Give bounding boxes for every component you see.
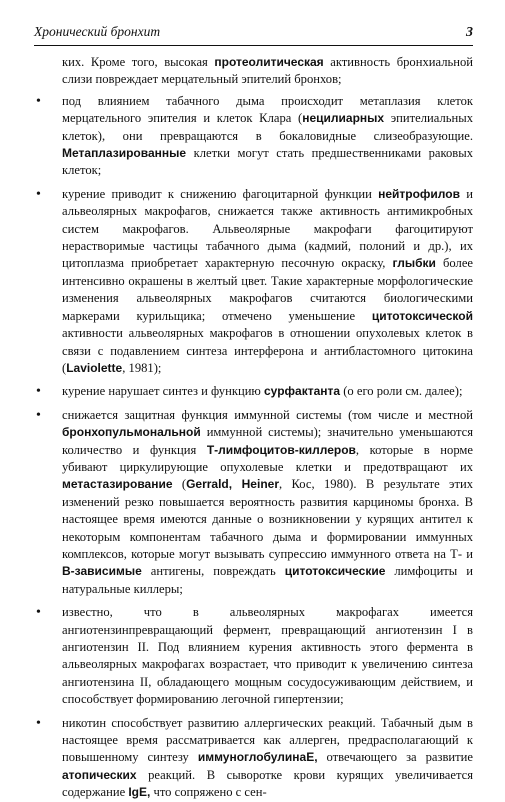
text-run: иммунной системы); значительно уменьшаются количество и функция (62, 425, 473, 457)
text-run: реакций. В сыворотке крови курящих увеличивается содержание (62, 767, 473, 800)
bullet-item (34, 93, 473, 180)
text-run: клетки могут стать предшественниками раковых клеток; (62, 146, 473, 178)
bold-term: Метаплазированные (62, 146, 187, 161)
bold-term: Т-лимфоцитов-киллеров (206, 442, 356, 457)
bullet-list (34, 93, 473, 802)
bold-term: Gerrald, Heiner (186, 477, 279, 492)
bold-term: метастазирование (62, 477, 173, 492)
text-run: , Кос, 1980). В результате этих изменений резко повышается вероятность развития карциномы бронха. В настоящее время имеются данные о возникновении у курящих антител к некоторым компонентам табачного дыма и формировании иммунных комплексов, которые могут вызывать супрессию иммунного ответа на Т- и (62, 477, 474, 561)
text-run: , которые в норме убивают циркулирующие опухолевые клетки и предотвращают их (62, 442, 473, 474)
bold-term: IgE, (128, 785, 151, 800)
text-run: что сопряжено с сен- (150, 785, 267, 800)
text-run: активность бронхиальной слизи повреждает мерцательный эпителий бронхов; (62, 55, 474, 87)
bullet-item (34, 604, 473, 708)
text-run: активности альвеолярных макрофагов в отношении опухолевых клеток в связи с подавлением синтеза интерферона и антибластомного цитокина ( (62, 326, 473, 375)
bold-term: бронхопульмональной (62, 425, 201, 440)
text-run: известно, что в альвеолярных макрофагах имеется ангиотензинпревращающий фермент, превращающий ангиотензин I в ангиотензин II. Под влиянием курения активность этого фермента в альвеолярных макрофагах возрастает, что приводит к увеличению синтеза ангиотензина II, обладающего мощным сосудосуживающим действием, и способствует формированию легочной гипертензии; (62, 605, 473, 707)
bold-term: атопических (62, 767, 137, 782)
bullet-item (34, 715, 473, 802)
text-run: под влиянием табачного дыма происходит метаплазия клеток мерцательного эпителия и клеток Клара ( (62, 93, 473, 126)
text-run: ( (172, 477, 187, 492)
bold-term: нейтрофилов (378, 186, 460, 201)
bold-term: иммуноглобулинаЕ, (197, 750, 318, 765)
running-header (34, 24, 473, 46)
text-run: эпителиальных клеток), они превращаются в бокаловидные слизеобразующие. (62, 111, 473, 143)
text-run: (о его роли см. далее); (340, 384, 463, 399)
bold-term: глыбки (392, 256, 436, 271)
text-run: антигены, повреждать (141, 564, 285, 579)
text-run: , 1981); (122, 360, 162, 375)
text-run: ких. Кроме того, высокая (62, 55, 215, 69)
body-text (34, 54, 473, 802)
text-run: снижается защитная функция иммунной системы (том числе и местной (62, 407, 473, 422)
bold-term: цитотоксические (284, 564, 386, 579)
text-run: курение приводит к снижению фагоцитарной функции (62, 186, 379, 201)
bullet-item (34, 407, 473, 598)
text-run: никотин способствует развитию аллергических реакций. Табачный дым в настоящее время рассматривается как аллерген, предрасполагающий к повышенному синтезу (62, 715, 473, 765)
bullet-item (34, 186, 473, 377)
page-number: 3 (466, 25, 473, 40)
text-run: курение нарушает синтез и функцию (62, 384, 264, 399)
text-run: лимфоциты и натуральные киллеры; (62, 564, 473, 596)
continued-paragraph (34, 54, 473, 89)
text-run: отвечающего за развитие (317, 750, 473, 765)
bold-term: Laviolette (66, 360, 123, 375)
text-run: и альвеолярных макрофагов, снижается также активность антимикробных систем макрофагов. Альвеолярные макрофаги фагоцитируют нерастворимые частицы табачного дыма (кадмий, полоний и др.), их цитоплазма приобретает характерную песочную окраску, (62, 186, 473, 271)
bullet-item (34, 383, 473, 400)
bold-term: цитотоксической (371, 308, 473, 323)
running-title: Хронический бронхит (34, 24, 161, 39)
bold-term: протеолитическая (214, 55, 324, 69)
bold-term: В-зависимые (62, 564, 142, 579)
bold-term: сурфактанта (264, 384, 341, 399)
text-run: более интенсивно окрашены в желтый цвет. Такие характерные морфологические изменения альвеолярных макрофагов считаются биологическими маркерами курильщика; отмечено уменьшение (62, 256, 473, 323)
bold-term: нецилиарных (302, 111, 385, 126)
